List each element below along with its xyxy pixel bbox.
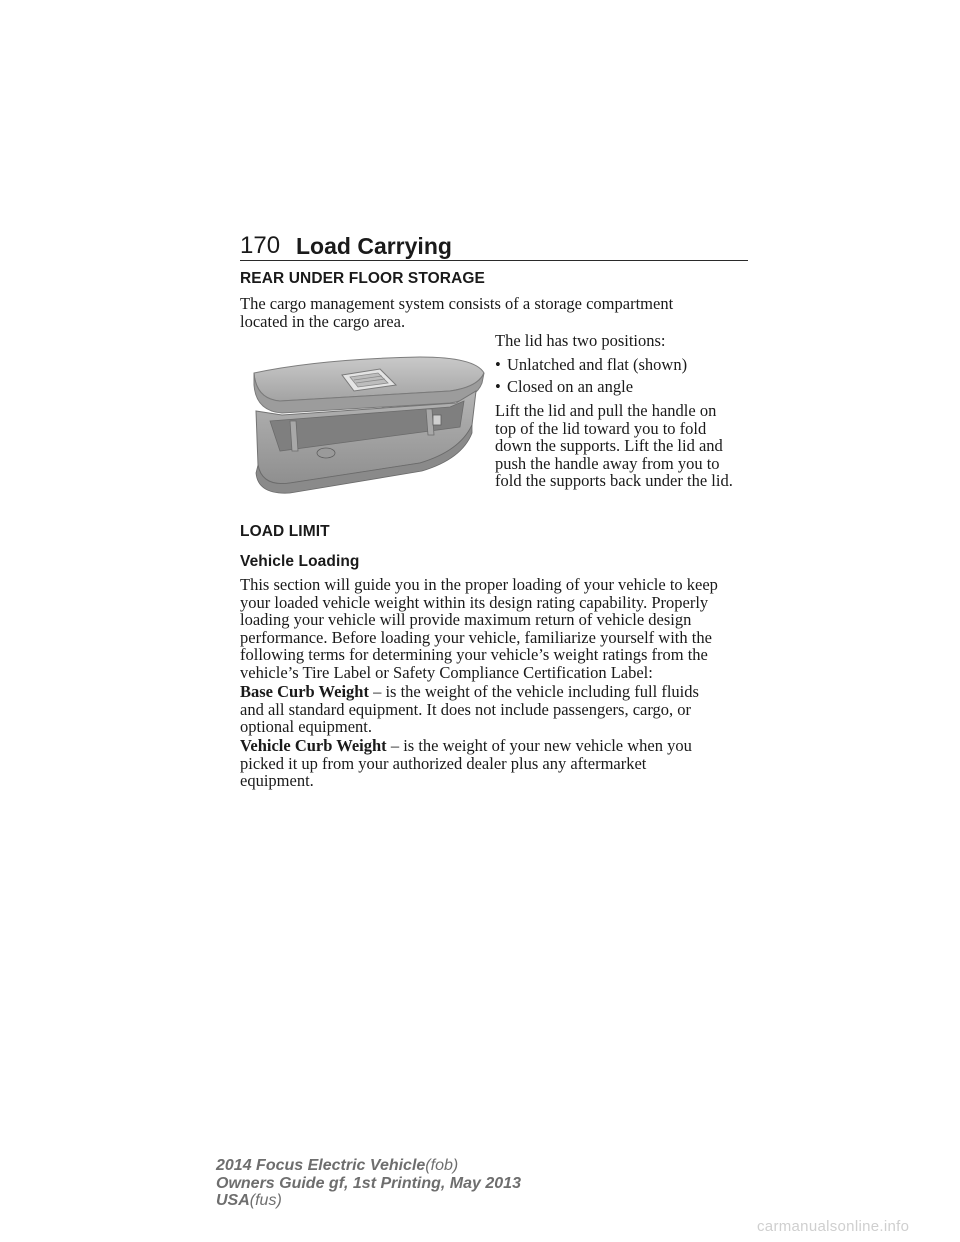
- definition-line: equipment.: [240, 771, 314, 791]
- storage-intro: [240, 295, 750, 330]
- definition-text: – is the weight of the vehicle including full fluids: [368, 682, 699, 701]
- body-line: vehicle’s Tire Label or Safety Compliance Certification Label:: [240, 662, 653, 682]
- vehicle-loading-body: [240, 576, 750, 682]
- definition-line: optional equipment.: [240, 717, 372, 737]
- footer-market: USA: [216, 1192, 250, 1209]
- subheading-vehicle-loading: Vehicle Loading: [240, 553, 360, 570]
- bullet-item: [495, 378, 633, 396]
- footer-line: [216, 1192, 521, 1210]
- chapter-title: Load Carrying: [296, 233, 452, 259]
- instruction-line: down the supports. Lift the lid and: [495, 436, 723, 456]
- bullet-item: [495, 356, 687, 374]
- footer-code: (fob): [425, 1157, 459, 1174]
- footer-vehicle: 2014 Focus Electric Vehicle: [216, 1157, 426, 1174]
- bullet-text: Closed on an angle: [507, 377, 634, 396]
- storage-intro-line: located in the cargo area.: [240, 311, 406, 331]
- vehicle-curb-weight-definition: [240, 737, 750, 790]
- footer-line: Owners Guide gf, 1st Printing, May 2013: [216, 1174, 521, 1192]
- definition-line: picked it up from your authorized dealer plus any aftermarket: [240, 753, 647, 773]
- page-header: [240, 228, 748, 262]
- body-line: your loaded vehicle weight within its design rating capability. Properly: [240, 592, 709, 612]
- bullet-symbol: •: [495, 355, 501, 374]
- footer-line: [216, 1157, 521, 1175]
- cargo-storage-lid-illustration: [250, 355, 486, 495]
- definition-first-line: [240, 737, 750, 755]
- section-heading-load-limit: LOAD LIMIT: [240, 523, 330, 540]
- definition-first-line: [240, 683, 750, 701]
- footer-code: (fus): [249, 1192, 282, 1209]
- instruction-line: fold the supports back under the lid.: [495, 471, 733, 491]
- body-line: performance. Before loading your vehicle, familiarize yourself with the: [240, 627, 712, 647]
- bullet-symbol: •: [495, 377, 501, 396]
- lid-positions-intro: The lid has two positions:: [495, 331, 666, 350]
- term-base-curb-weight: Base Curb Weight: [240, 682, 369, 701]
- body-line: following terms for determining your vehicle’s weight ratings from the: [240, 645, 708, 665]
- lid-instructions: [495, 402, 755, 490]
- print-footer: [216, 1157, 521, 1210]
- section-heading-rear-under-floor-storage: REAR UNDER FLOOR STORAGE: [240, 270, 485, 287]
- bullet-text: Unlatched and flat (shown): [507, 355, 688, 374]
- definition-text: – is the weight of your new vehicle when you: [386, 736, 692, 755]
- body-line: This section will guide you in the proper loading of your vehicle to keep: [240, 575, 718, 594]
- instruction-line: push the handle away from you to: [495, 453, 720, 473]
- instruction-line: Lift the lid and pull the handle on: [495, 401, 717, 420]
- definition-line: and all standard equipment. It does not include passengers, cargo, or: [240, 699, 692, 719]
- watermark: carmanualsonline.info: [757, 1218, 910, 1235]
- body-line: loading your vehicle will provide maximum return of vehicle design: [240, 610, 692, 630]
- instruction-line: top of the lid toward you to fold: [495, 418, 707, 438]
- term-vehicle-curb-weight: Vehicle Curb Weight: [240, 736, 387, 755]
- storage-intro-line: The cargo management system consists of a storage compartment: [240, 294, 674, 313]
- page-number: 170: [240, 232, 281, 259]
- base-curb-weight-definition: [240, 683, 750, 736]
- header-rule: [240, 260, 748, 261]
